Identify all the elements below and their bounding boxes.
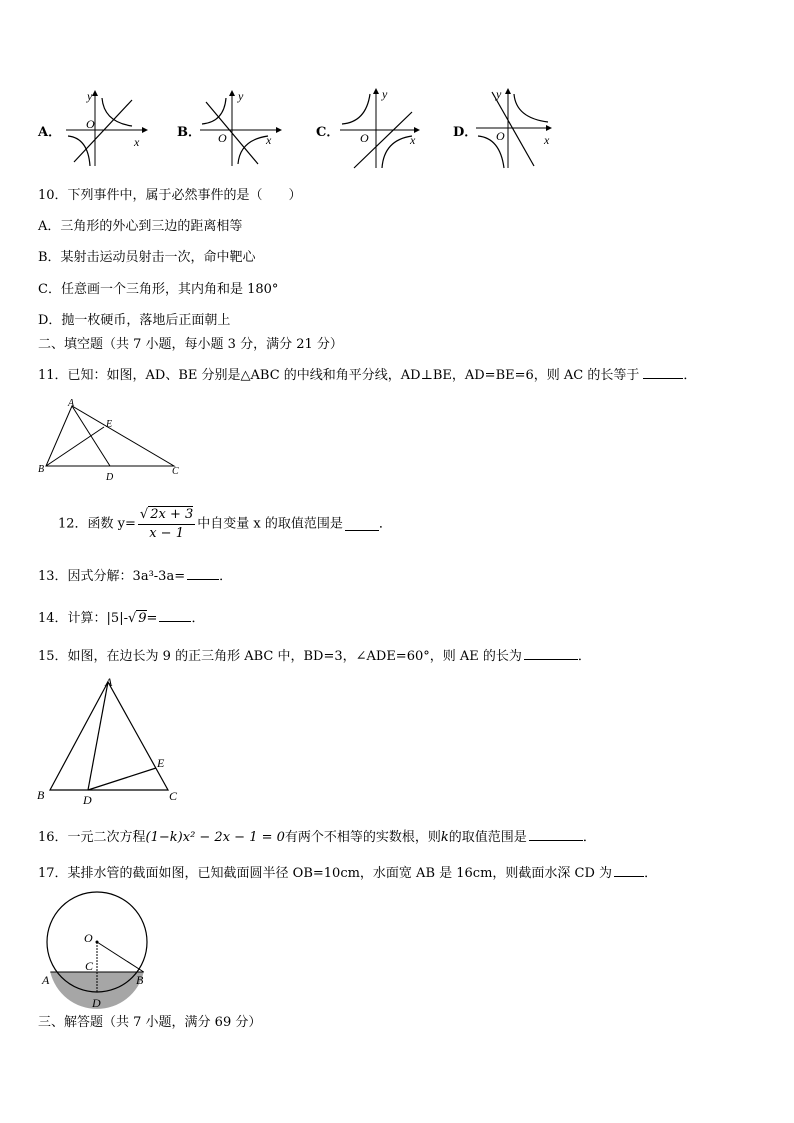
hyperbola-branch-1: [342, 94, 370, 124]
q10-option-c: C．任意画一个三角形，其内角和是 180°: [38, 282, 279, 297]
origin-label: O: [218, 131, 227, 145]
q14-eq: =: [146, 611, 158, 626]
segment-ad: [88, 682, 108, 790]
origin-label: O: [496, 129, 505, 143]
point-b-label: B: [136, 973, 144, 987]
q12-prefix: 12．函数 y=: [58, 516, 136, 532]
point-c-label: C: [169, 789, 178, 803]
q14-sqrt: √ 9: [127, 611, 147, 626]
q16-end: ．: [582, 830, 596, 845]
y-arrow: [92, 90, 98, 96]
q11-end: ．: [683, 368, 697, 383]
q12-end: ．: [378, 516, 392, 532]
x-label: x: [134, 135, 140, 149]
triangle-abc: [50, 682, 168, 790]
q14-prefix: 14．计算：|5|-: [38, 611, 128, 626]
point-c-label: C: [85, 959, 94, 973]
q9-option-c-label: C．: [316, 125, 340, 140]
point-e-label: E: [106, 419, 113, 430]
x-arrow: [546, 125, 552, 131]
q17-text: 17．某排水管的截面如图，已知截面圆半径 OB=10cm，水面宽 AB 是 16cm，则截面水深 CD 为: [38, 866, 613, 881]
q17-answer-blank[interactable]: [614, 864, 644, 877]
radius-ob: [97, 942, 144, 972]
point-a-label: A: [42, 973, 50, 987]
q13-text: 13．因式分解：3a³-3a=: [38, 569, 186, 584]
q9-option-b-label: B．: [177, 125, 201, 140]
q10-option-d: D．抛一枚硬币，落地后正面朝上: [38, 313, 231, 328]
y-label: y: [382, 87, 388, 101]
point-c-label: C: [172, 466, 179, 477]
y-arrow: [229, 90, 235, 96]
hyperbola-branch-2: [382, 136, 412, 168]
y-arrow: [505, 88, 511, 94]
q12-numerator: √ 2x + 3: [138, 506, 195, 525]
q12-stem: [58, 506, 392, 543]
x-label: x: [544, 133, 550, 147]
q16-prefix: 16．一元二次方程: [38, 830, 146, 845]
q11-figure: [32, 396, 192, 486]
point-d-label: D: [92, 996, 101, 1010]
x-arrow: [276, 127, 282, 133]
q13-stem: [38, 567, 232, 585]
q17-end: ．: [644, 866, 658, 881]
point-b-label: B: [38, 464, 45, 475]
origin-label: O: [86, 117, 95, 131]
hyperbola-branch-2: [238, 136, 268, 164]
linear-graph: [74, 100, 132, 162]
q11-stem: [38, 366, 696, 384]
segment-de: [88, 768, 156, 790]
hyperbola-branch-1: [102, 98, 132, 126]
x-label: x: [266, 133, 272, 147]
x-label: x: [410, 133, 416, 147]
q14-answer-blank[interactable]: [159, 609, 191, 622]
point-d-label: D: [83, 793, 92, 807]
point-a-label: A: [68, 398, 75, 409]
section-3-heading: 三、解答题（共 7 小题，满分 69 分）: [38, 1015, 262, 1030]
q9-option-a-label: A．: [38, 125, 62, 140]
hyperbola-branch-1: [514, 94, 548, 122]
q9-option-d-graph: [472, 84, 562, 172]
y-label: y: [238, 89, 244, 103]
origin-label: O: [360, 131, 369, 145]
q9-option-b-graph: [196, 86, 286, 172]
hyperbola-branch-2: [68, 136, 90, 166]
q10-stem: 10．下列事件中，属于必然事件的是（ ）: [38, 188, 302, 203]
section-2-heading: 二、填空题（共 7 小题，每小题 3 分，满分 21 分）: [38, 337, 343, 352]
q12-answer-blank[interactable]: [345, 518, 379, 531]
q16-suffix: 的取值范围是: [448, 830, 527, 845]
point-o-label: O: [84, 931, 93, 945]
y-label: y: [87, 89, 93, 103]
q15-end: ．: [577, 649, 591, 664]
q17-figure: [38, 890, 154, 1012]
point-e-label: E: [157, 756, 165, 770]
q12-denominator: x − 1: [149, 526, 184, 541]
triangle-abc: [46, 406, 174, 466]
q9-option-d-label: D．: [453, 125, 478, 140]
center-dot: [96, 941, 99, 944]
q15-stem: [38, 647, 591, 665]
q13-answer-blank[interactable]: [187, 567, 219, 580]
point-b-label: B: [37, 788, 45, 802]
point-a-label: A: [105, 675, 113, 689]
q16-equation: (1−k)x² − 2x − 1 = 0: [145, 830, 285, 845]
y-arrow: [373, 88, 379, 94]
q14-stem: [38, 609, 204, 627]
q12-suffix: 中自变量 x 的取值范围是: [197, 516, 343, 532]
q14-end: ．: [191, 611, 205, 626]
q13-end: ．: [219, 569, 233, 584]
y-label: y: [496, 87, 502, 101]
q14-radicand: 9: [138, 611, 147, 626]
q12-radicand: 2x + 3: [150, 507, 194, 522]
q12-fraction: [138, 506, 195, 543]
point-d-label: D: [106, 472, 114, 483]
q16-stem: [38, 828, 596, 846]
q15-figure: [32, 672, 192, 808]
q15-answer-blank[interactable]: [524, 647, 578, 660]
q16-k: k: [440, 830, 449, 845]
q9-option-c-graph: [336, 84, 426, 172]
q10-option-a: A．三角形的外心到三边的距离相等: [38, 219, 243, 234]
x-arrow: [142, 127, 148, 133]
q9-option-a-graph: [60, 86, 150, 172]
q10-option-b: B．某射击运动员射击一次，命中靶心: [38, 250, 256, 265]
q17-stem: [38, 864, 657, 882]
q16-answer-blank[interactable]: [529, 828, 583, 841]
q11-answer-blank[interactable]: [643, 366, 683, 379]
q15-text: 15．如图，在边长为 9 的正三角形 ABC 中，BD=3，∠ADE=60°，则 AE 的长为: [38, 649, 522, 664]
q16-middle: 有两个不相等的实数根，则: [284, 830, 441, 845]
q11-text: 11．已知：如图，AD、BE 分别是△ABC 的中线和角平分线，AD⊥BE，AD=BE=6，则 AC 的长等于: [38, 368, 640, 383]
